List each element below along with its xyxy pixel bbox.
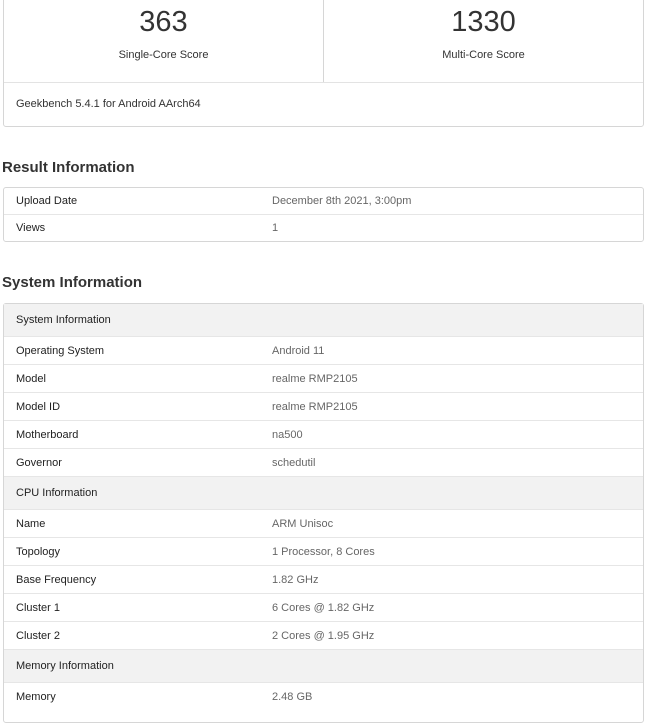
row-value: na500 <box>260 421 643 449</box>
row-value: 2.48 GB <box>260 683 643 711</box>
row-value: realme RMP2105 <box>260 365 643 393</box>
row-key: Motherboard <box>4 421 260 449</box>
score-card <box>3 0 644 127</box>
system-info-title: System Information <box>2 274 143 291</box>
row-key: Cluster 2 <box>4 622 260 650</box>
row-value: ARM Unisoc <box>260 510 643 538</box>
section-header-row <box>4 304 643 337</box>
table-row <box>4 683 643 711</box>
row-value: schedutil <box>260 449 643 477</box>
single-core-score-label: Single-Core Score <box>118 49 209 61</box>
row-value: 1 Processor, 8 Cores <box>260 538 643 566</box>
row-key: Operating System <box>4 337 260 365</box>
row-key: Upload Date <box>16 195 78 207</box>
row-key: Cluster 1 <box>4 594 260 622</box>
row-key: Memory <box>4 683 260 711</box>
multi-core-score-value: 1330 <box>451 6 516 38</box>
table-row <box>4 421 643 449</box>
scores-row <box>4 0 643 83</box>
section-header: System Information <box>4 304 643 337</box>
row-key: Name <box>4 510 260 538</box>
section-header: Memory Information <box>4 650 643 683</box>
single-core-score-value: 363 <box>139 6 188 38</box>
row-value: December 8th 2021, 3:00pm <box>272 195 412 207</box>
row-key: Base Frequency <box>4 566 260 594</box>
row-key: Topology <box>4 538 260 566</box>
row-value: 2 Cores @ 1.95 GHz <box>260 622 643 650</box>
result-info-title: Result Information <box>2 159 135 176</box>
table-row <box>4 566 643 594</box>
row-value: 1.82 GHz <box>260 566 643 594</box>
section-header-row <box>4 477 643 510</box>
row-value: realme RMP2105 <box>260 393 643 421</box>
section-header-row <box>4 650 643 683</box>
row-value: Android 11 <box>260 337 643 365</box>
single-core-score <box>4 0 323 82</box>
table-row <box>4 365 643 393</box>
table-row <box>4 215 643 242</box>
system-info-table <box>3 303 644 723</box>
table-row <box>4 594 643 622</box>
row-key: Governor <box>4 449 260 477</box>
result-info-table <box>3 187 644 242</box>
table-row <box>4 622 643 650</box>
table-row <box>4 393 643 421</box>
table-row <box>4 510 643 538</box>
row-value: 6 Cores @ 1.82 GHz <box>260 594 643 622</box>
section-header: CPU Information <box>4 477 643 510</box>
row-value: 1 <box>260 215 643 242</box>
table-row <box>4 337 643 365</box>
table-row <box>4 449 643 477</box>
row-key: Views <box>4 215 260 242</box>
table-row <box>4 538 643 566</box>
table-row <box>4 188 643 215</box>
row-key: Model ID <box>4 393 260 421</box>
multi-core-score <box>323 0 643 82</box>
row-key: Model <box>4 365 260 393</box>
benchmark-version: Geekbench 5.4.1 for Android AArch64 <box>16 98 201 110</box>
multi-core-score-label: Multi-Core Score <box>442 49 525 61</box>
